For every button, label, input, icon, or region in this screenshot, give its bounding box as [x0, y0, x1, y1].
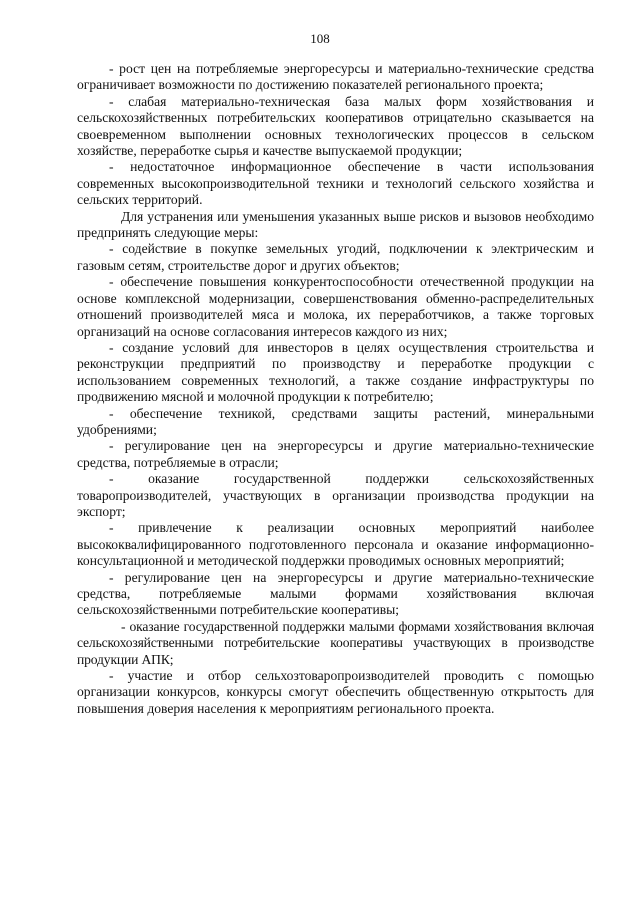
measure-competitiveness: - обеспечение повышения конкурентоспособности отечественной продукции на основе комплексной модернизации, совершенствования обменно-распределительных отношений производителей мяса и молока, их переработчиков, а также торговых организаций на основе согласования интересов каждого из них;: [77, 274, 594, 339]
measure-price-regulation-small-forms: - регулирование цен на энергоресурсы и другие материально-технические средства, потребляемые малыми формами хозяйствования включая сельскохозяйственными потребительские кооперативы;: [77, 569, 594, 618]
measure-investor-conditions: - создание условий для инвесторов в целях осуществления строительства и реконструкции предприятий по производству и переработке продукции с использованием современных технологий, а также создание инфраструктуры по продвижению мясной и молочной продукции к потребителю;: [77, 339, 594, 405]
measure-export-support: - оказание государственной поддержки сельскохозяйственных товаропроизводителей, участвующих в организации производства продукции на экспорт;: [77, 471, 594, 519]
document-body: [77, 61, 594, 717]
measure-personnel: - привлечение к реализации основных мероприятий наиболее высококвалифицированного подготовленного персонала и оказание информационно-консультационной и методической поддержки проводимых основных мероприятий;: [77, 520, 594, 569]
risk-weak-material-base: - слабая материально-техническая база малых форм хозяйствования и сельскохозяйственных потребительских кооперативов отрицательно сказывается на своевременном выполнении основных технологических процессов в сельском хозяйстве, переработке сырья и качестве выпускаемой продукции;: [77, 93, 594, 159]
measure-equipment: - обеспечение техникой, средствами защиты растений, минеральными удобрениями;: [77, 405, 594, 437]
risk-information-support: - недостаточное информационное обеспечение в части использования современных высокопроизводительной техники и технологий сельского хозяйства и сельских территорий.: [77, 159, 594, 208]
measure-competitions: - участие и отбор сельхозтоваропроизводителей проводить с помощью организации конкурсов, конкурсы смогут обеспечить общественную открытость для повышения доверия населения к мероприятиям регионального проекта.: [77, 668, 594, 716]
risk-energy-prices: - рост цен на потребляемые энергоресурсы и материально-технические средства ограничивает возможности по достижению показателей регионального проекта;: [77, 61, 594, 93]
measure-state-support-small-forms: - оказание государственной поддержки малыми формами хозяйствования включая сельскохозяйственными потребительские кооперативы участвующих в производстве продукции АПК;: [77, 618, 594, 667]
measures-intro: Для устранения или уменьшения указанных выше рисков и вызовов необходимо предпринять следующие меры:: [77, 208, 594, 241]
measure-price-regulation-industry: - регулирование цен на энергоресурсы и другие материально-технические средства, потребляемые в отрасли;: [77, 438, 594, 470]
page-number: 108: [310, 31, 330, 46]
measure-land-purchase: - содействие в покупке земельных угодий, подключении к электрическим и газовым сетям, строительстве дорог и других объектов;: [77, 241, 594, 273]
